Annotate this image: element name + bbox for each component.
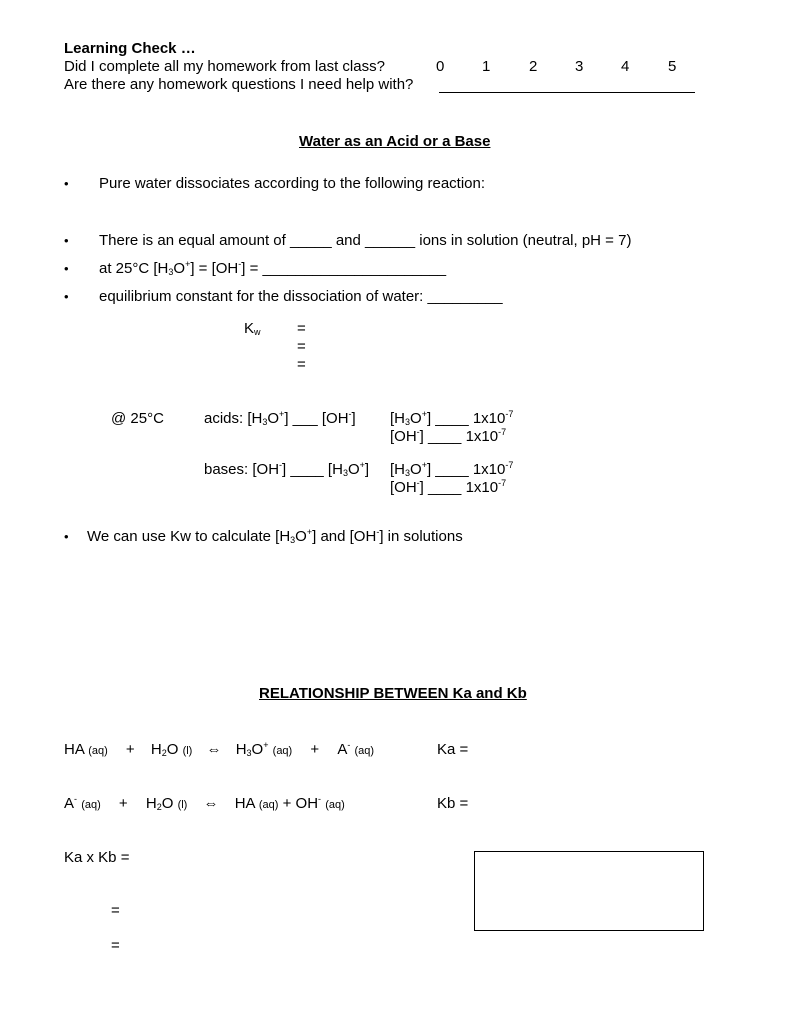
at-25c-label: @ 25°C	[111, 410, 164, 427]
answer-box[interactable]	[474, 851, 704, 931]
acid-h3o-compare: $[H_3O^+]$ ____ $1x10^{-7}$	[390, 409, 514, 427]
bullet-icon: •	[64, 289, 69, 304]
bullet-kw-calc: We can use Kw to calculate $[H_3O^+]$ and [OH-] in solutions	[87, 527, 463, 545]
ka-reaction: HA $(aq) + H_2O$ (l) ⇔ $H_3O^+$ (aq) + A- (aq)	[64, 740, 375, 758]
ka-expression: Ka =	[437, 741, 469, 758]
scale-option-1[interactable]: 1	[482, 58, 491, 75]
base-oh-compare: [OH-] ____ $1x10^{-7}$	[390, 478, 507, 496]
homework-question: Did I complete all my homework from last class?	[64, 58, 385, 75]
bullet-icon: •	[64, 261, 69, 276]
scale-option-2[interactable]: 2	[529, 58, 538, 75]
kb-reaction: A- $(aq) + H_2O$ (l) ⇔ HA (aq) + OH- (aq)	[64, 794, 345, 812]
acid-oh-compare: [OH-] ____ $1x10^{-7}$	[390, 427, 507, 445]
bullet-icon: •	[64, 176, 69, 191]
base-h3o-compare: $[H_3O^+]$ ____ $1x10^{-7}$	[390, 460, 514, 478]
bullet-icon: •	[64, 529, 69, 544]
help-question: Are there any homework questions I need help with?	[64, 76, 414, 93]
section-heading-ka-kb: RELATIONSHIP BETWEEN Ka and Kb	[259, 685, 527, 702]
help-answer-line[interactable]	[439, 92, 695, 93]
kw-equals-2: =	[297, 338, 306, 355]
scale-option-0[interactable]: 0	[436, 58, 445, 75]
scale-option-5[interactable]: 5	[668, 58, 677, 75]
bullet-equal-amount: There is an equal amount of _____ and ______ ions in solution (neutral, pH = 7)	[99, 232, 632, 249]
acids-row: acids: $[H_3O^+]$ ___ [OH-]	[204, 409, 356, 427]
learning-check-title: Learning Check …	[64, 40, 196, 57]
bullet-equilibrium: equilibrium constant for the dissociation of water: _________	[99, 288, 503, 305]
ka-times-kb: Ka x Kb =	[64, 849, 130, 866]
section-heading-water: Water as an Acid or a Base	[299, 133, 491, 150]
kakb-equals-2: =	[111, 937, 120, 954]
kw-label: $K_w$	[244, 320, 261, 337]
bases-row: bases: [OH-] ____ $[H_3O^+]$	[204, 460, 370, 478]
kb-expression: Kb =	[437, 795, 469, 812]
kakb-equals-1: =	[111, 902, 120, 919]
kw-equals-1: =	[297, 320, 306, 337]
kw-equals-3: =	[297, 356, 306, 373]
bullet-icon: •	[64, 233, 69, 248]
bullet-25c: at 25°C $[H_3O^+] = [OH^-]$ = ______________________	[99, 259, 447, 277]
scale-option-4[interactable]: 4	[621, 58, 630, 75]
bullet-dissociation: Pure water dissociates according to the following reaction:	[99, 175, 486, 192]
scale-option-3[interactable]: 3	[575, 58, 584, 75]
